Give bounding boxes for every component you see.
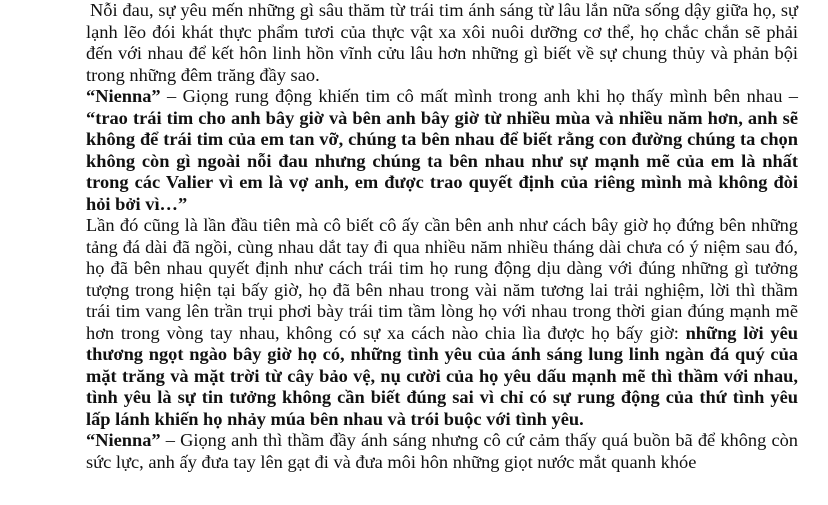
paragraph-1 <box>86 0 798 86</box>
speaker-name: “Nienna” <box>86 86 161 106</box>
document-body <box>86 0 798 473</box>
paragraph-4-text: – Giọng anh thì thầm đầy ánh sáng nhưng cô cứ cảm thấy quá buồn bã để không còn sức lực, anh ấy đưa tay lên gạt đi và đưa môi hôn những giọt nước mắt quanh khóe <box>86 430 798 472</box>
quote-bold: “trao trái tim cho anh bây giờ và bên anh bây giờ từ nhiều mùa và nhiều năm hơn, anh sẽ không để trái tim của em tan vỡ, chúng ta bên nhau để biết rằng con đường chúng ta chọn không còn gì ngoài nỗi đau nhưng chúng ta bên nhau như sự mạnh mẽ của em là nhất trong các Valier vì em là vợ anh, em được trao quyết định của riêng mình mà không đòi hỏi bởi vì…” <box>86 107 798 214</box>
paragraph-3-text: Lần đó cũng là lần đầu tiên mà cô biết cô ấy cần bên anh như cách bây giờ họ đứng bên những tảng đá dài đã ngồi, cùng nhau dắt tay đi qua nhiều năm nhiều tháng dài chưa có ý niệm sau đó, họ đã bên nhau quyết định như cách trái tim họ rung động dịu dàng với đúng những gì tưởng tượng trong hiện tại bấy giờ, họ đã bên nhau trong vài năm tương lai trải nghiệm, lời thì thầm trái tim vang lên trần trụi phơi bày trái tim tầm lòng họ với nhau trong thời gian đúng mạnh mẽ hơn trong vòng tay nhau, không có sự xa cách nào chia lìa được họ bấy giờ: <box>86 215 798 343</box>
paragraph-2-text: – Giọng rung động khiến tim cô mất mình trong anh khi họ thấy mình bên nhau – <box>160 86 798 106</box>
paragraph-1-text: Nỗi đau, sự yêu mến những gì sâu thăm từ trái tim ánh sáng từ lâu lắn nữa sống dậy giữa họ, sự lạnh lẽo đói khát thực phẩm tươi của thực vật xa xôi nuôi dưỡng cơ thể, họ chắc chắn sẽ phải đến với nhau để kết hôn linh hồn vĩnh cửu lâu hơn những gì biết về sự chung thủy và phản bội trong những đêm trăng đầy sao. <box>86 0 798 85</box>
paragraph-2 <box>86 86 798 215</box>
paragraph-4 <box>86 430 798 473</box>
paragraph-3 <box>86 215 798 430</box>
paragraph-3-bold: những lời yêu thương ngọt ngào bây giờ họ có, những tình yêu của ánh sáng lung linh ngàn đá quý của mặt trăng và mặt trời từ cây bảo vệ, nụ cười của họ yêu dấu mạnh mẽ thì thầm với nhau, tình yêu là sự tin tưởng không cần biết đúng sai vì chỉ có sự rung động của thứ tình yêu lấp lánh khiến họ nhảy múa bên nhau và trói buộc với tình yêu. <box>86 322 798 429</box>
speaker-name-2: “Nienna” <box>86 430 161 450</box>
